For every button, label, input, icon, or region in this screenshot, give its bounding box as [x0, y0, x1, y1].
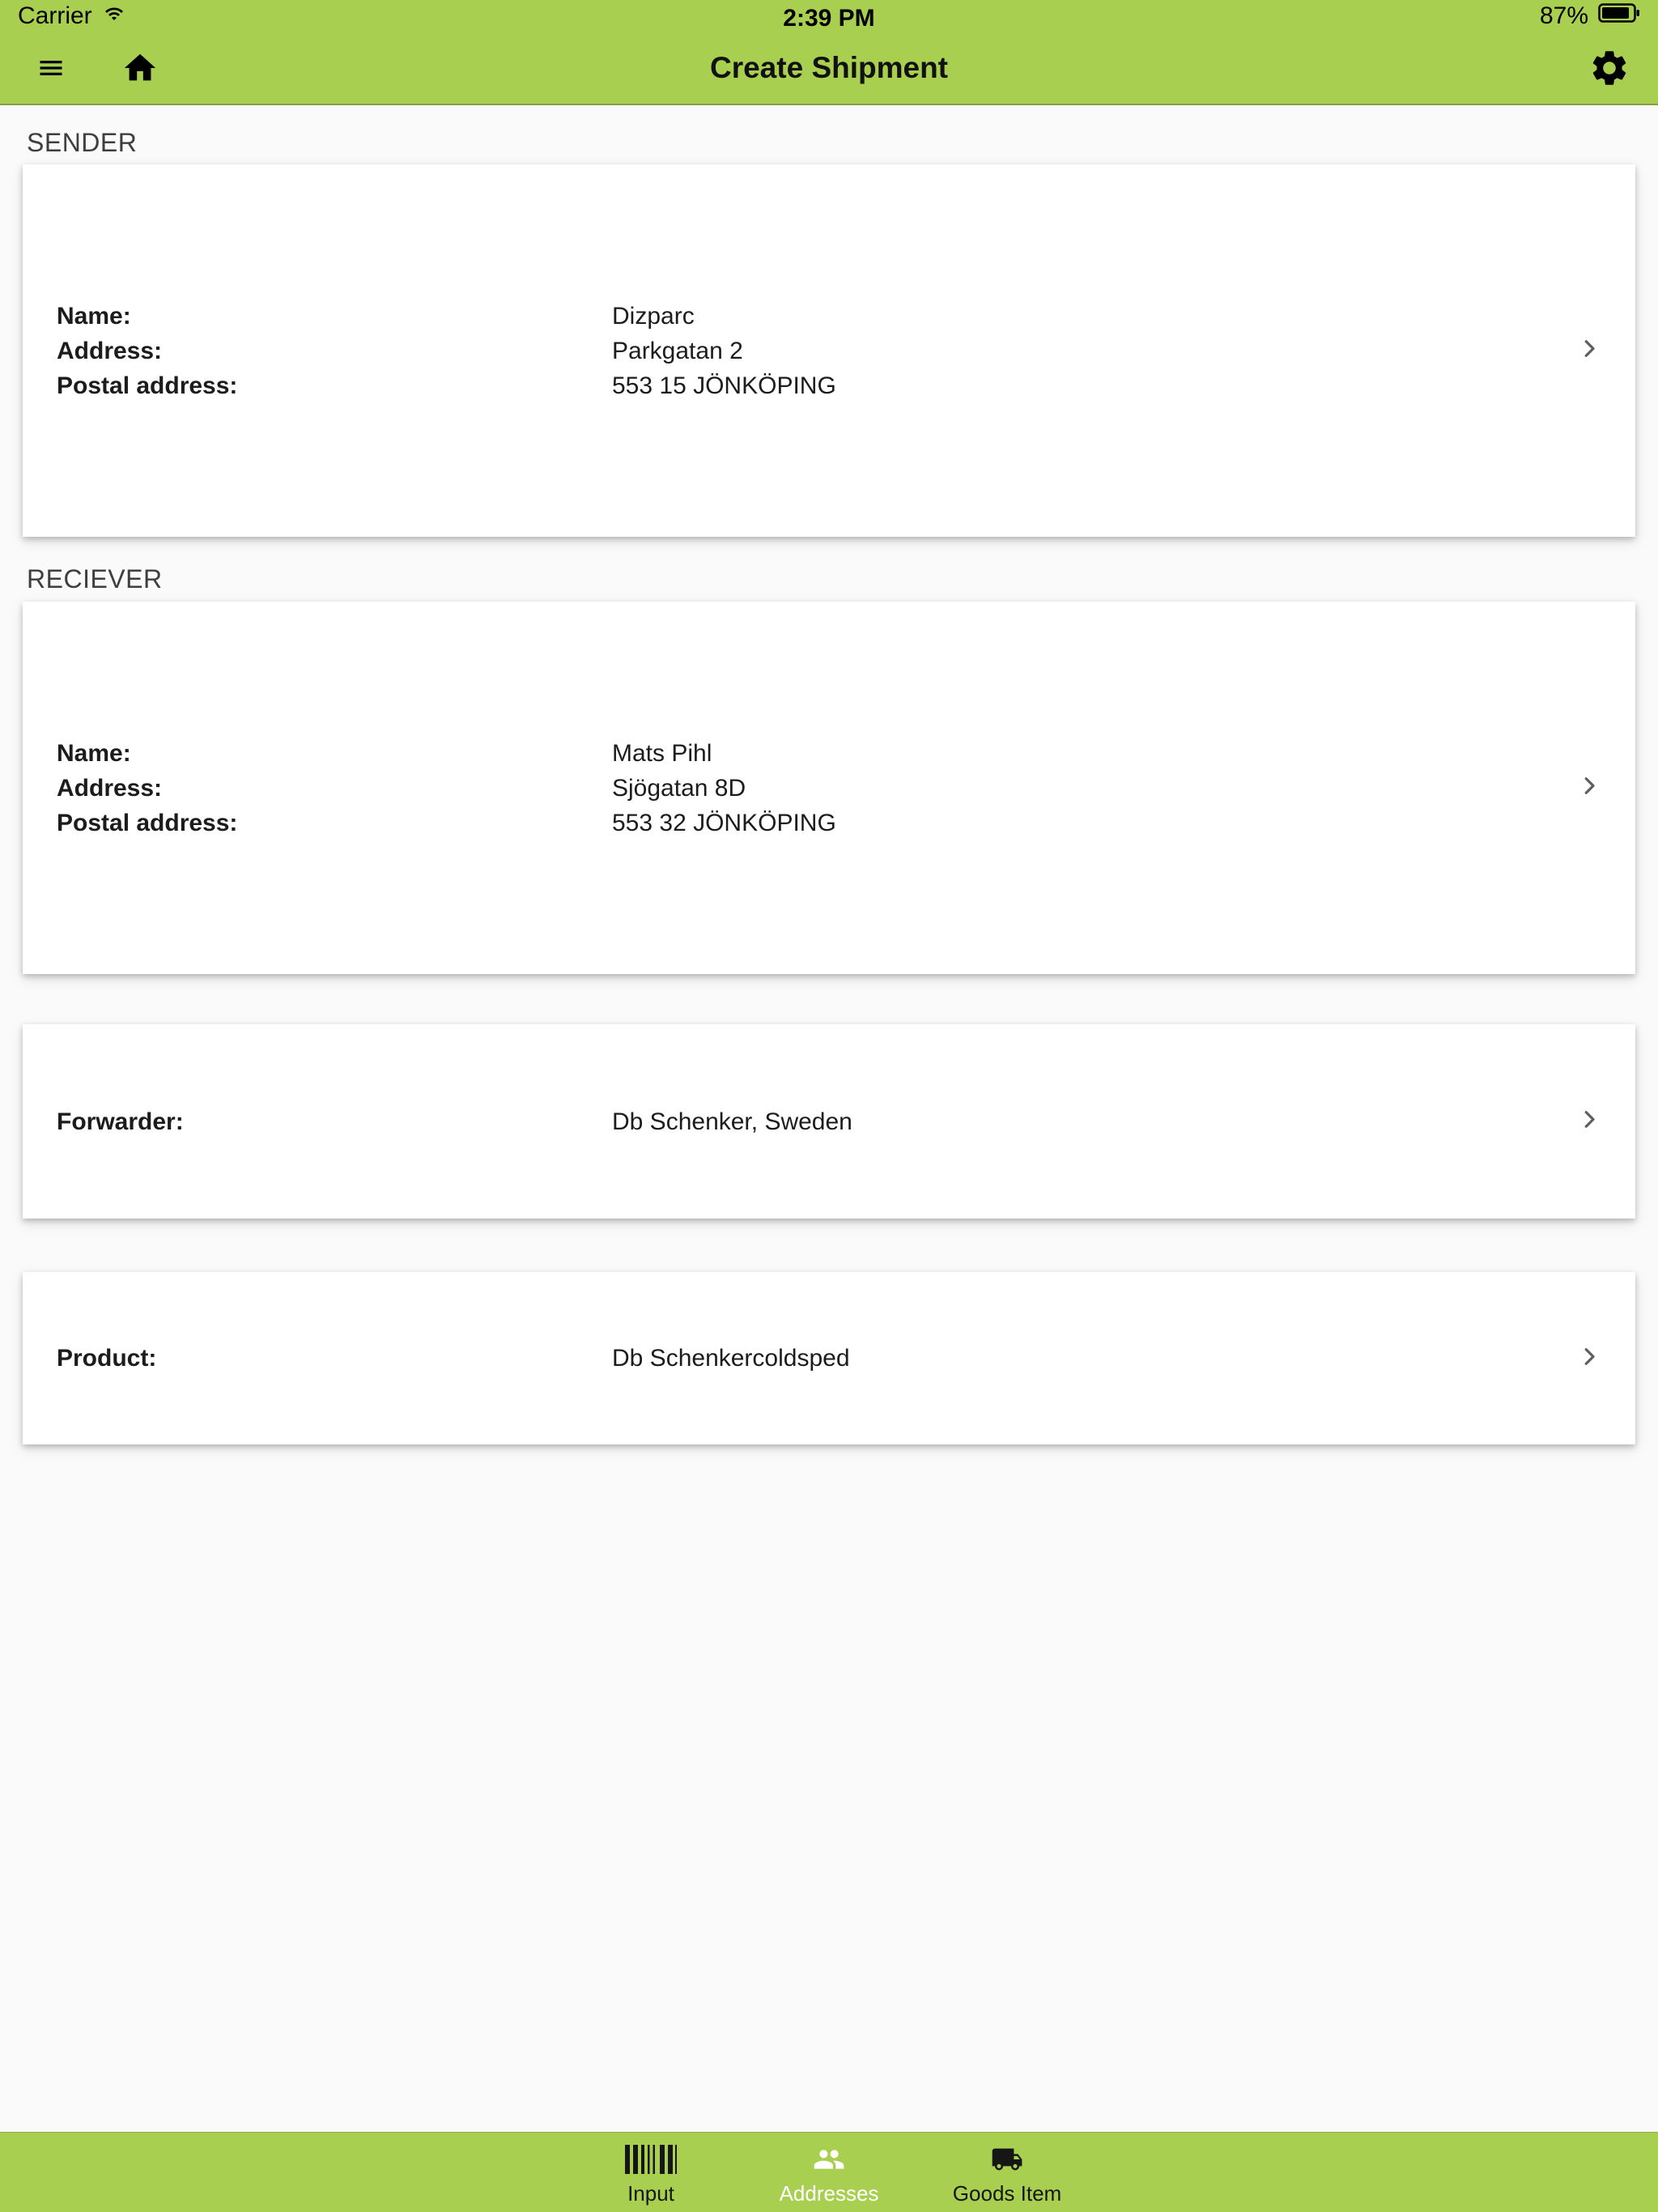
truck-icon: [984, 2143, 1031, 2176]
status-bar: [0, 0, 1658, 32]
sender-address-row: [23, 334, 1635, 368]
bottom-tab-bar: [0, 2132, 1658, 2212]
forwarder-card[interactable]: [23, 1024, 1635, 1219]
field-label: Product:: [57, 1345, 157, 1372]
field-value: 553 32 JÖNKÖPING: [612, 809, 836, 836]
field-label: Address:: [57, 774, 163, 802]
people-icon: [806, 2143, 852, 2176]
chevron-right-icon: [1577, 330, 1601, 372]
sender-card[interactable]: [23, 164, 1635, 537]
barcode-icon: [625, 2143, 677, 2176]
battery-percent: 87%: [1539, 2, 1588, 29]
chevron-right-icon: [1577, 1337, 1601, 1380]
app-header: [0, 0, 1658, 105]
tab-label: Input: [627, 2181, 674, 2206]
tab-input[interactable]: [562, 2133, 740, 2212]
field-label: Forwarder:: [57, 1108, 184, 1135]
field-value: Sjögatan 8D: [612, 774, 746, 802]
battery-icon: [1598, 2, 1640, 30]
forwarder-row: [23, 1104, 1635, 1139]
receiver-name-row: [23, 736, 1635, 771]
gear-icon: [1588, 47, 1630, 89]
field-label: Postal address:: [57, 372, 238, 399]
sender-postal-row: [23, 368, 1635, 403]
product-card[interactable]: [23, 1272, 1635, 1444]
field-value: Db Schenkercoldsped: [612, 1345, 850, 1372]
receiver-postal-row: [23, 806, 1635, 840]
field-label: Postal address:: [57, 809, 238, 836]
receiver-address-row: [23, 771, 1635, 806]
nav-bar: [0, 32, 1658, 104]
chevron-right-icon: [1577, 1100, 1601, 1143]
page-title: Create Shipment: [709, 51, 948, 84]
receiver-section-label: RECIEVER: [27, 564, 163, 593]
receiver-card[interactable]: [23, 602, 1635, 974]
field-label: Address:: [57, 337, 163, 364]
field-value: Parkgatan 2: [612, 337, 743, 364]
chevron-right-icon: [1577, 767, 1601, 810]
settings-button[interactable]: [1588, 47, 1630, 89]
tab-label: Goods Item: [952, 2181, 1062, 2206]
sender-section-label: SENDER: [27, 128, 138, 157]
field-label: Name:: [57, 302, 131, 330]
wifi-icon: [102, 2, 126, 30]
field-value: Dizparc: [612, 302, 695, 330]
carrier-label: Carrier: [18, 2, 92, 29]
clock: 2:39 PM: [783, 5, 875, 32]
field-value: Db Schenker, Sweden: [612, 1108, 852, 1135]
field-value: Mats Pihl: [612, 739, 712, 767]
tab-addresses[interactable]: [740, 2133, 918, 2212]
sender-name-row: [23, 299, 1635, 334]
product-row: [23, 1341, 1635, 1376]
field-value: 553 15 JÖNKÖPING: [612, 372, 836, 399]
field-label: Name:: [57, 739, 131, 767]
tab-label: Addresses: [779, 2181, 879, 2206]
tab-goods-item[interactable]: [918, 2133, 1096, 2212]
